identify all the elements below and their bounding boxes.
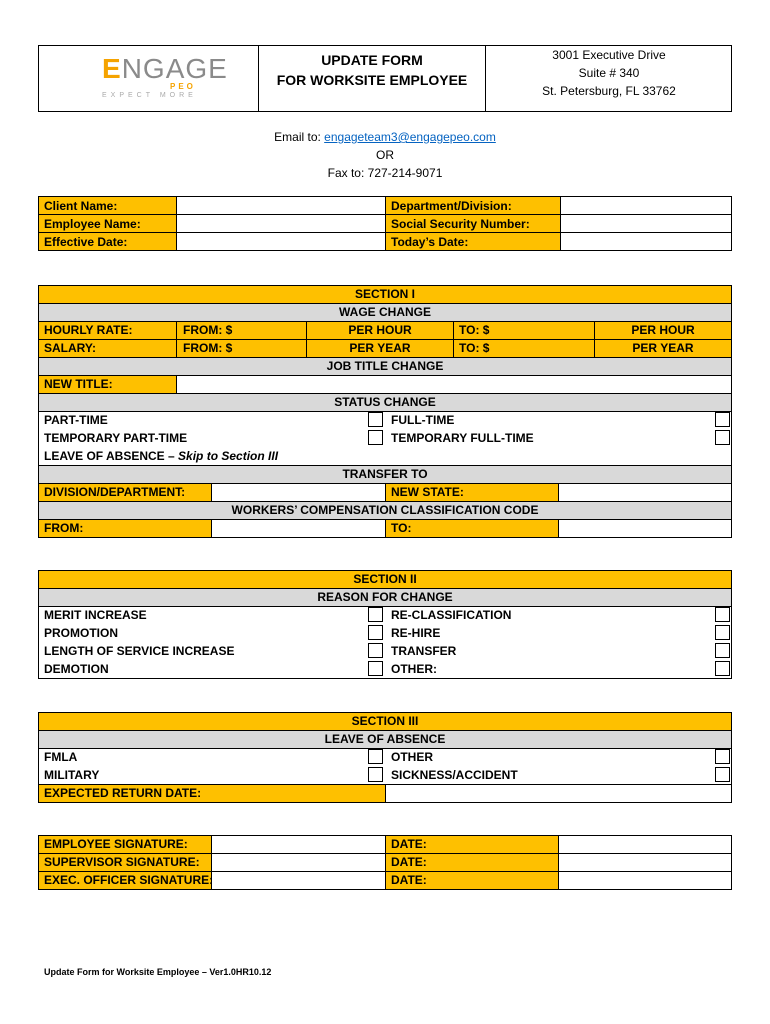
sickness-checkbox[interactable]	[715, 767, 730, 782]
fmla-label: FMLA	[44, 750, 78, 764]
reclassification-checkbox[interactable]	[715, 607, 730, 622]
form-title-line2: FOR WORKSITE EMPLOYEE	[276, 72, 468, 88]
temp-full-time-label: TEMPORARY FULL-TIME	[391, 431, 534, 445]
address-line2: Suite # 340	[578, 66, 640, 80]
new-title-field[interactable]	[177, 376, 731, 393]
salary-per-year-label: PER YEAR	[349, 341, 411, 355]
temp-part-time-label: TEMPORARY PART-TIME	[44, 431, 188, 445]
leave-other-label: OTHER	[391, 750, 433, 764]
hourly-per-hour-label-2: PER HOUR	[631, 323, 695, 337]
client-name-field[interactable]	[177, 197, 385, 214]
military-checkbox[interactable]	[368, 767, 383, 782]
reason-heading: REASON FOR CHANGE	[317, 590, 453, 604]
loa-skip-text: Skip to Section III	[178, 449, 279, 463]
full-time-checkbox[interactable]	[715, 412, 730, 427]
wage-change-heading: WAGE CHANGE	[338, 305, 431, 319]
part-time-label: PART-TIME	[44, 413, 108, 427]
wc-from-field[interactable]	[212, 520, 385, 537]
section1-title: SECTION I	[354, 287, 415, 301]
section2-title: SECTION II	[353, 572, 417, 586]
part-time-checkbox[interactable]	[368, 412, 383, 427]
exec-signature-field[interactable]	[212, 872, 385, 889]
supervisor-date-label: DATE:	[391, 855, 427, 869]
email-label: Email to:	[274, 130, 325, 144]
employee-name-label: Employee Name:	[44, 217, 141, 231]
or-text: OR	[376, 148, 394, 162]
todays-date-field[interactable]	[561, 233, 731, 250]
workers-comp-heading: WORKERS’ COMPENSATION CLASSIFICATION CODE	[231, 503, 539, 517]
military-label: MILITARY	[44, 768, 100, 782]
sickness-label: SICKNESS/ACCIDENT	[391, 768, 518, 782]
address-line3: St. Petersburg, FL 33762	[542, 84, 676, 98]
salary-label: SALARY:	[44, 341, 96, 355]
employee-date-field[interactable]	[559, 836, 731, 853]
supervisor-signature-label: SUPERVISOR SIGNATURE:	[44, 855, 200, 869]
promotion-checkbox[interactable]	[368, 625, 383, 640]
leave-heading: LEAVE OF ABSENCE	[324, 732, 446, 746]
new-state-label: NEW STATE:	[391, 485, 464, 499]
logo-sub: PEO	[170, 82, 196, 91]
supervisor-signature-field[interactable]	[212, 854, 385, 871]
logo-tagline: EXPECT MORE	[102, 92, 197, 99]
temp-part-time-checkbox[interactable]	[368, 430, 383, 445]
wc-from-label: FROM:	[44, 521, 84, 535]
effective-date-field[interactable]	[177, 233, 385, 250]
demotion-checkbox[interactable]	[368, 661, 383, 676]
division-department-field[interactable]	[212, 484, 385, 501]
employee-signature-field[interactable]	[212, 836, 385, 853]
section3-title: SECTION III	[351, 714, 419, 728]
exec-date-label: DATE:	[391, 873, 427, 887]
loa-text: LEAVE OF ABSENCE –	[44, 449, 179, 463]
fmla-checkbox[interactable]	[368, 749, 383, 764]
full-time-label: FULL-TIME	[391, 413, 455, 427]
loa-label	[44, 447, 278, 465]
employee-signature-label: EMPLOYEE SIGNATURE:	[44, 837, 188, 851]
merit-increase-checkbox[interactable]	[368, 607, 383, 622]
ssn-label: Social Security Number:	[391, 217, 530, 231]
transfer-to-heading: TRANSFER TO	[342, 467, 428, 481]
form-title-line1: UPDATE FORM	[321, 52, 423, 68]
department-label: Department/Division:	[391, 199, 512, 213]
email-link[interactable]: engageteam3@engagepeo.com	[324, 130, 496, 144]
hourly-to-label: TO: $	[459, 323, 490, 337]
leave-other-checkbox[interactable]	[715, 749, 730, 764]
temp-full-time-checkbox[interactable]	[715, 430, 730, 445]
transfer-label: TRANSFER	[391, 644, 457, 658]
fax-text: Fax to: 727-214-9071	[327, 166, 443, 180]
wc-to-label: TO:	[391, 521, 412, 535]
effective-date-label: Effective Date:	[44, 235, 128, 249]
employee-date-label: DATE:	[391, 837, 427, 851]
exec-signature-label: EXEC. OFFICER SIGNATURE:	[44, 873, 214, 887]
logo-e: E	[102, 53, 122, 84]
expected-return-label: EXPECTED RETURN DATE:	[44, 786, 202, 800]
length-of-service-checkbox[interactable]	[368, 643, 383, 658]
salary-from-label: FROM: $	[183, 341, 233, 355]
length-of-service-label: LENGTH OF SERVICE INCREASE	[44, 644, 235, 658]
engage-logo	[92, 52, 228, 102]
promotion-label: PROMOTION	[44, 626, 118, 640]
job-title-change-heading: JOB TITLE CHANGE	[326, 359, 444, 373]
other-reason-checkbox[interactable]	[715, 661, 730, 676]
expected-return-field[interactable]	[386, 785, 731, 802]
supervisor-date-field[interactable]	[559, 854, 731, 871]
logo-brand-rest: NGAGE	[121, 53, 228, 84]
department-field[interactable]	[561, 197, 731, 214]
hourly-per-hour-label: PER HOUR	[348, 323, 412, 337]
new-state-field[interactable]	[559, 484, 731, 501]
client-name-label: Client Name:	[44, 199, 118, 213]
division-department-label: DIVISION/DEPARTMENT:	[44, 485, 186, 499]
rehire-checkbox[interactable]	[715, 625, 730, 640]
address-line1: 3001 Executive Drive	[552, 48, 666, 62]
status-change-heading: STATUS CHANGE	[334, 395, 436, 409]
wc-to-field[interactable]	[559, 520, 731, 537]
hourly-rate-label: HOURLY RATE:	[44, 323, 133, 337]
exec-date-field[interactable]	[559, 872, 731, 889]
salary-to-label: TO: $	[459, 341, 490, 355]
footer-text: Update Form for Worksite Employee – Ver1.0HR10.12	[44, 967, 272, 977]
new-title-label: NEW TITLE:	[44, 377, 113, 391]
employee-name-field[interactable]	[177, 215, 385, 232]
hourly-from-label: FROM: $	[183, 323, 233, 337]
rehire-label: RE-HIRE	[391, 626, 441, 640]
reclassification-label: RE-CLASSIFICATION	[391, 608, 512, 622]
other-reason-label: OTHER:	[391, 662, 437, 676]
merit-increase-label: MERIT INCREASE	[44, 608, 147, 622]
ssn-field[interactable]	[561, 215, 731, 232]
demotion-label: DEMOTION	[44, 662, 109, 676]
email-line	[0, 128, 770, 146]
todays-date-label: Today’s Date:	[391, 235, 469, 249]
salary-per-year-label-2: PER YEAR	[632, 341, 694, 355]
transfer-checkbox[interactable]	[715, 643, 730, 658]
